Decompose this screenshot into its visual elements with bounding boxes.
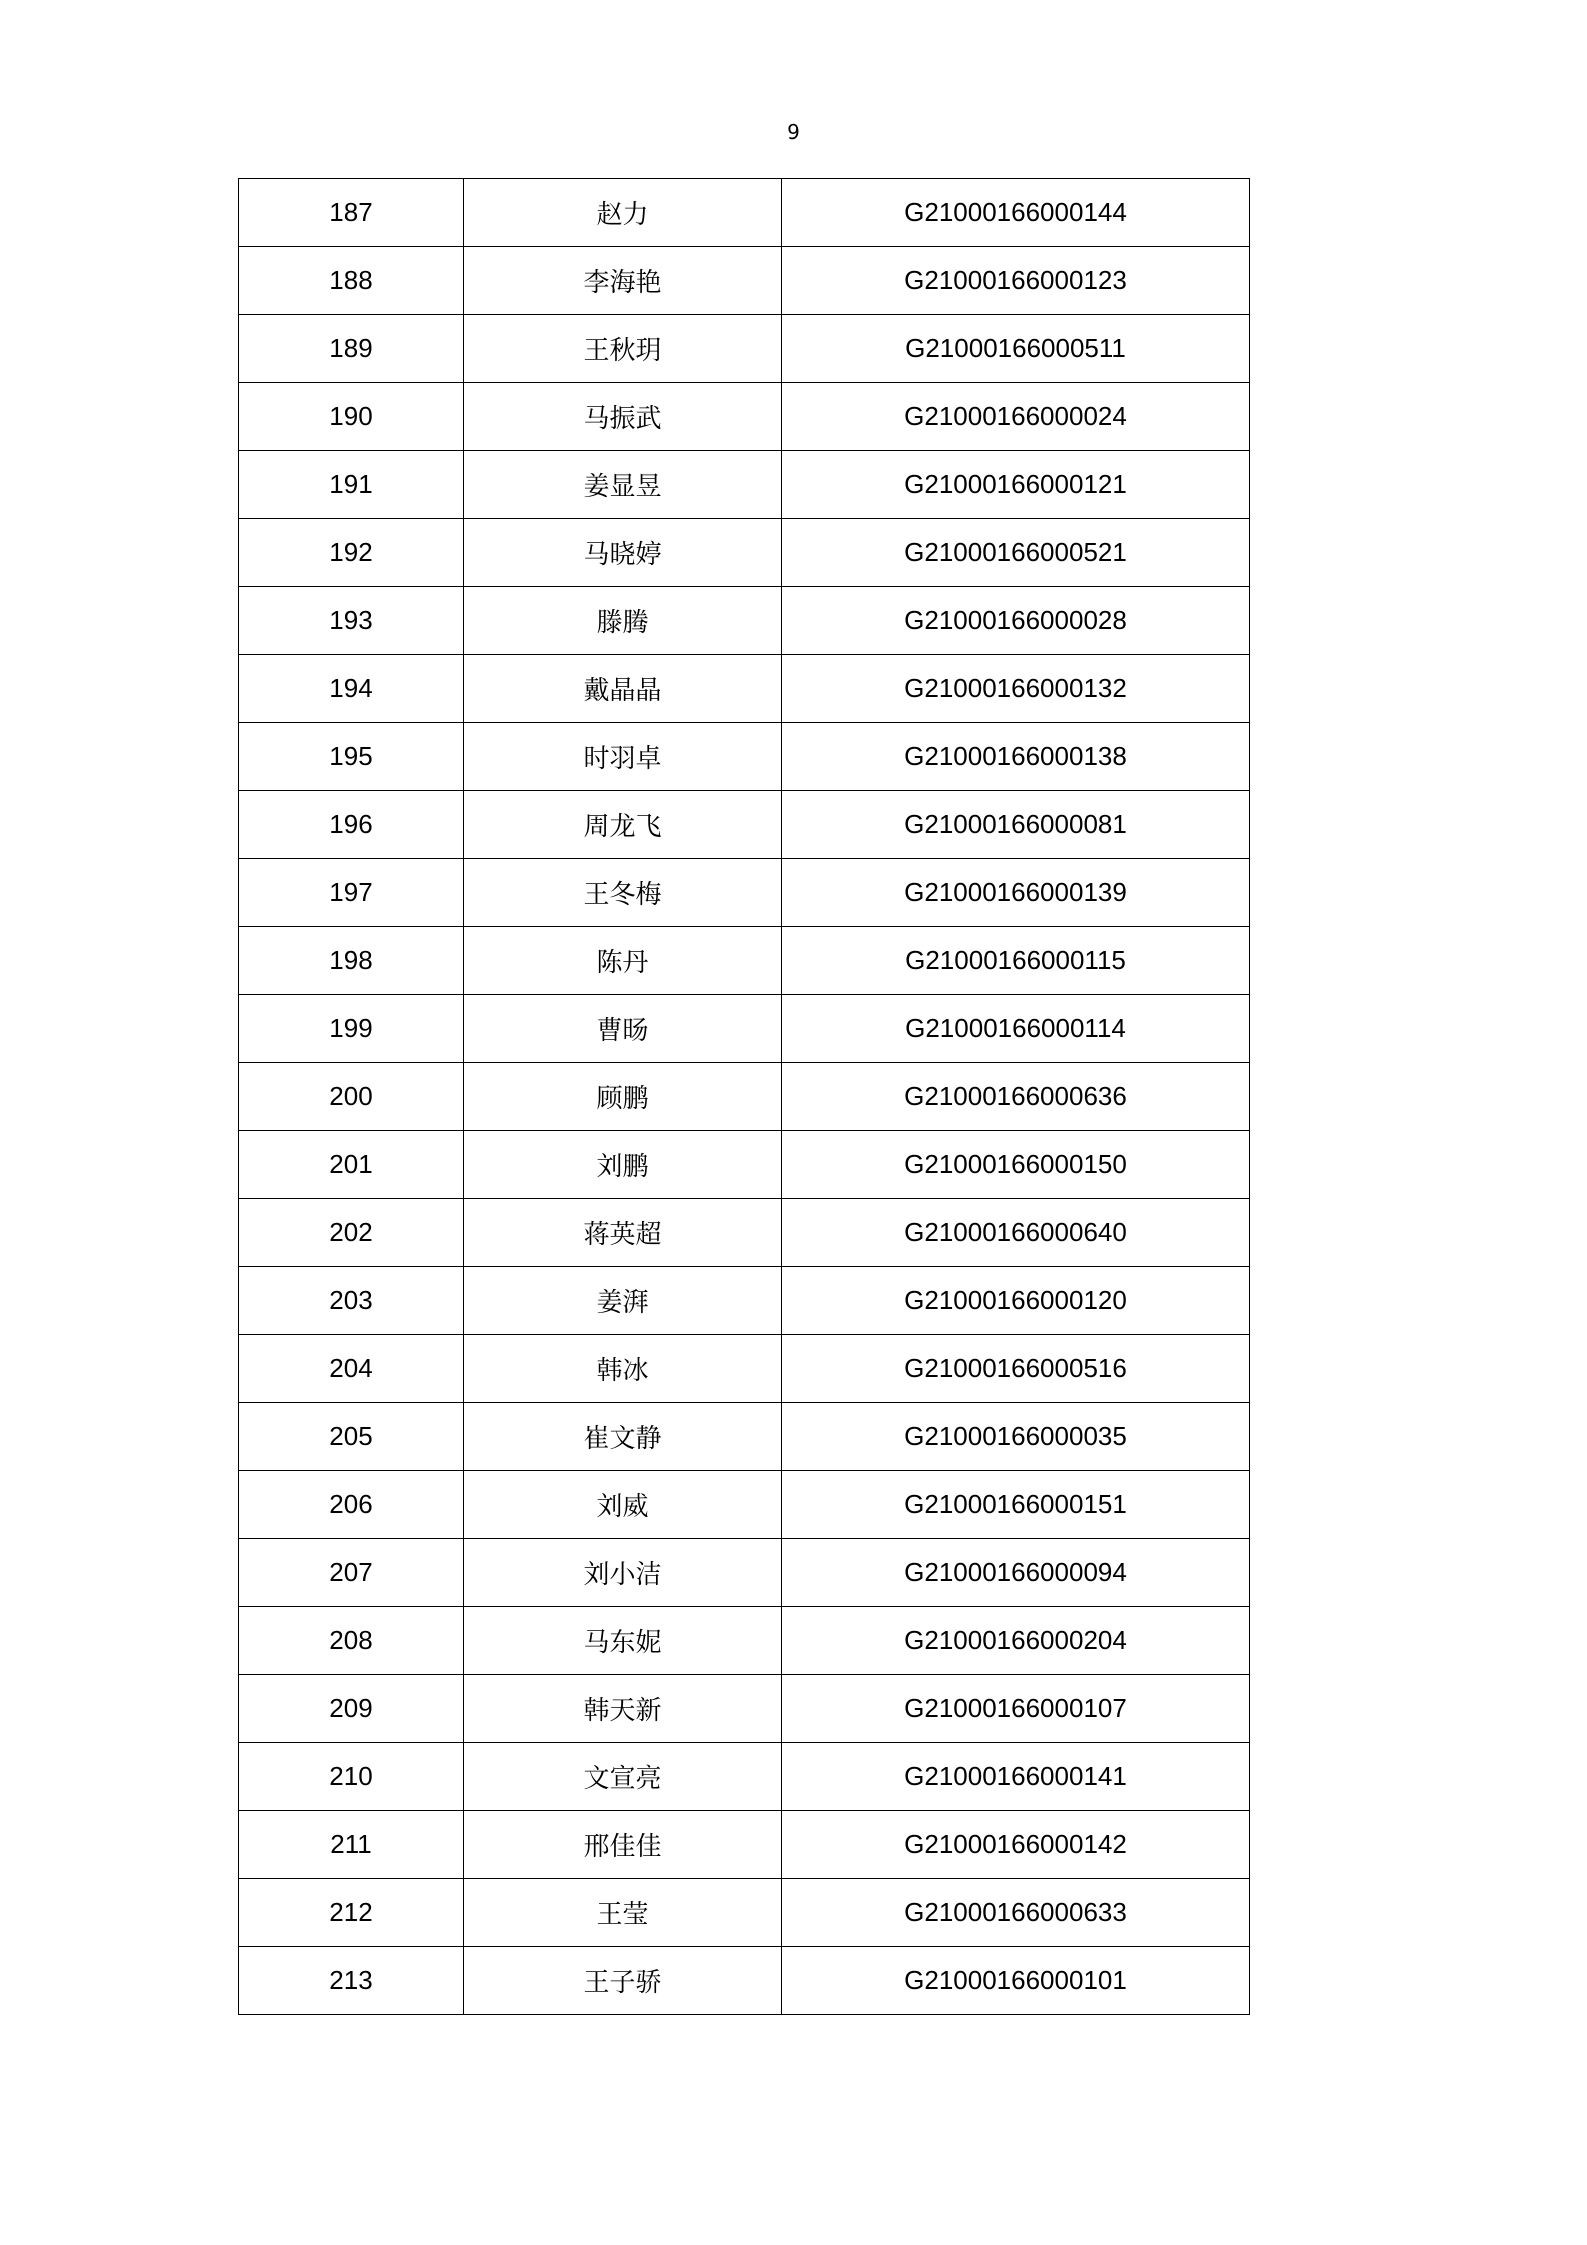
row-id: G21000166000094 [782,1539,1250,1607]
table-row [239,1267,1250,1335]
row-number: 205 [239,1403,464,1471]
row-name: 文宣亮 [464,1743,782,1811]
row-number: 207 [239,1539,464,1607]
row-name: 韩冰 [464,1335,782,1403]
row-number: 197 [239,859,464,927]
row-number: 202 [239,1199,464,1267]
row-number: 210 [239,1743,464,1811]
row-number: 208 [239,1607,464,1675]
table-row [239,451,1250,519]
row-id: G21000166000024 [782,383,1250,451]
row-id: G21000166000144 [782,179,1250,247]
row-id: G21000166000138 [782,723,1250,791]
row-name: 刘小洁 [464,1539,782,1607]
row-id: G21000166000521 [782,519,1250,587]
row-number: 204 [239,1335,464,1403]
row-id: G21000166000120 [782,1267,1250,1335]
row-number: 213 [239,1947,464,2015]
row-id: G21000166000107 [782,1675,1250,1743]
table-row [239,995,1250,1063]
row-name: 顾鹏 [464,1063,782,1131]
row-number: 190 [239,383,464,451]
row-id: G21000166000511 [782,315,1250,383]
row-id: G21000166000636 [782,1063,1250,1131]
row-number: 189 [239,315,464,383]
row-number: 196 [239,791,464,859]
row-number: 198 [239,927,464,995]
table-row [239,1811,1250,1879]
table-row [239,1947,1250,2015]
table-row [239,1879,1250,1947]
row-name: 马晓婷 [464,519,782,587]
row-id: G21000166000139 [782,859,1250,927]
row-name: 戴晶晶 [464,655,782,723]
row-name: 曹旸 [464,995,782,1063]
roster-table-body [239,179,1250,2015]
row-id: G21000166000115 [782,927,1250,995]
row-id: G21000166000516 [782,1335,1250,1403]
row-name: 姜显昱 [464,451,782,519]
row-id: G21000166000081 [782,791,1250,859]
row-number: 187 [239,179,464,247]
row-number: 203 [239,1267,464,1335]
table-row [239,1743,1250,1811]
row-number: 188 [239,247,464,315]
row-name: 邢佳佳 [464,1811,782,1879]
row-number: 200 [239,1063,464,1131]
row-name: 马东妮 [464,1607,782,1675]
row-name: 韩天新 [464,1675,782,1743]
table-row [239,1131,1250,1199]
row-name: 王莹 [464,1879,782,1947]
row-number: 194 [239,655,464,723]
table-row [239,1063,1250,1131]
row-name: 蒋英超 [464,1199,782,1267]
row-name: 姜湃 [464,1267,782,1335]
table-row [239,859,1250,927]
table-row [239,587,1250,655]
row-number: 209 [239,1675,464,1743]
table-row [239,315,1250,383]
row-id: G21000166000114 [782,995,1250,1063]
row-name: 陈丹 [464,927,782,995]
table-row [239,1675,1250,1743]
row-name: 崔文静 [464,1403,782,1471]
row-id: G21000166000028 [782,587,1250,655]
table-row [239,1403,1250,1471]
row-number: 201 [239,1131,464,1199]
row-name: 王冬梅 [464,859,782,927]
row-name: 马振武 [464,383,782,451]
row-id: G21000166000141 [782,1743,1250,1811]
row-id: G21000166000123 [782,247,1250,315]
row-id: G21000166000150 [782,1131,1250,1199]
table-row [239,247,1250,315]
table-row [239,1199,1250,1267]
table-row [239,519,1250,587]
page-number: 9 [787,120,800,144]
row-id: G21000166000132 [782,655,1250,723]
table-row [239,655,1250,723]
row-id: G21000166000151 [782,1471,1250,1539]
table-row [239,1539,1250,1607]
row-name: 李海艳 [464,247,782,315]
table-row [239,723,1250,791]
row-number: 206 [239,1471,464,1539]
row-id: G21000166000204 [782,1607,1250,1675]
table-row [239,1471,1250,1539]
row-name: 王秋玥 [464,315,782,383]
row-id: G21000166000142 [782,1811,1250,1879]
table-row [239,1335,1250,1403]
row-number: 195 [239,723,464,791]
row-id: G21000166000121 [782,451,1250,519]
row-name: 赵力 [464,179,782,247]
roster-table [238,178,1250,2015]
row-number: 193 [239,587,464,655]
row-number: 191 [239,451,464,519]
table-row [239,1607,1250,1675]
row-name: 刘鹏 [464,1131,782,1199]
table-row [239,791,1250,859]
row-name: 时羽卓 [464,723,782,791]
table-row [239,179,1250,247]
row-number: 211 [239,1811,464,1879]
row-id: G21000166000640 [782,1199,1250,1267]
row-id: G21000166000035 [782,1403,1250,1471]
row-id: G21000166000101 [782,1947,1250,2015]
row-name: 王子骄 [464,1947,782,2015]
row-name: 周龙飞 [464,791,782,859]
row-number: 199 [239,995,464,1063]
row-name: 滕腾 [464,587,782,655]
table-row [239,383,1250,451]
row-number: 212 [239,1879,464,1947]
row-name: 刘威 [464,1471,782,1539]
row-id: G21000166000633 [782,1879,1250,1947]
row-number: 192 [239,519,464,587]
table-row [239,927,1250,995]
